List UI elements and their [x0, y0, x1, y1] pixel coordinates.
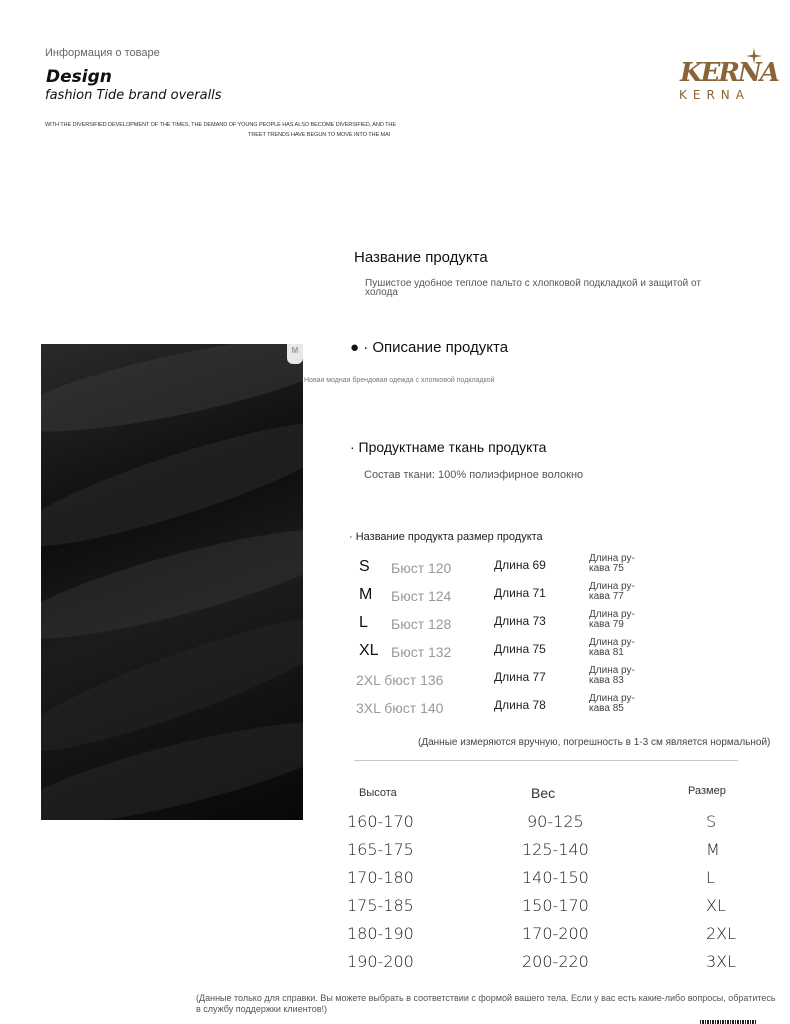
size-cell: 2XL: [706, 924, 737, 943]
length-value: Длина 78: [494, 698, 546, 712]
sleeve-value: Длина ру-кава 81: [589, 637, 635, 658]
fabric-photo: [41, 344, 303, 820]
product-name-value: Пушистое удобное теплое пальто с хлопковой подкладкой и защитой от холода: [365, 278, 701, 298]
height-cell: 170-180: [347, 868, 414, 887]
height-cell: 165-175: [347, 840, 414, 859]
length-value: Длина 73: [494, 614, 546, 628]
size-cell: 3XL: [706, 952, 737, 971]
size-heading: · Название продукта размер продукта: [349, 531, 543, 543]
info-label: Информация о товаре: [45, 47, 160, 59]
length-value: Длина 75: [494, 642, 546, 656]
length-value: Длина 69: [494, 558, 546, 572]
footer-note: (Данные только для справки. Вы можете выбрать в соответствии с формой вашего тела. Если у вас есть какие-либо вопросы, обратитесь в службу поддержки клиентов!): [196, 993, 776, 1014]
size-cell: XL: [706, 896, 726, 915]
sleeve-value: Длина ру-кава 85: [589, 693, 635, 714]
weight-cell: 170-200: [522, 924, 589, 943]
length-value: Длина 71: [494, 586, 546, 600]
weight-header: Вес: [531, 785, 556, 801]
size-code: S: [359, 558, 370, 575]
measure-note: (Данные измеряются вручную, погрешность в 1-3 см является нормальной): [418, 737, 771, 748]
brand-logo: [676, 50, 776, 106]
size-cell: L: [706, 868, 715, 887]
product-name-heading: Название продукта: [354, 249, 488, 266]
sleeve-value: Длина ру-кава 83: [589, 665, 635, 686]
size-row: [355, 693, 655, 724]
logo-subtext: KERNA: [679, 88, 750, 102]
size-cell: M: [706, 840, 720, 859]
size-code: L: [359, 614, 368, 631]
bust-value: Бюст 124: [391, 588, 452, 604]
fabric-value: Состав ткани: 100% полиэфирное волокно: [364, 469, 584, 481]
weight-cell: 150-170: [522, 896, 589, 915]
length-value: Длина 77: [494, 670, 546, 684]
fabric-heading: · Продуктнаме ткань продукта: [350, 439, 547, 455]
logo-script: KERNA: [680, 58, 778, 88]
product-description-heading: ● · Описание продукта: [350, 339, 509, 356]
size-row: [355, 665, 655, 696]
tagline-line-1: WITH THE DIVERSIFIED DEVELOPMENT OF THE TIMES, THE DEMAND OF YOUNG PEOPLE HAS ALSO BECOME DIVERSIFIED, AND THE: [45, 122, 397, 128]
size-code: M: [359, 586, 373, 603]
sleeve-value: Длина ру-кава 77: [589, 581, 635, 602]
size-cell: S: [706, 812, 717, 831]
subtitle: fashion Tide brand overalls: [45, 88, 222, 103]
design-title: Design: [46, 67, 112, 87]
height-cell: 160-170: [347, 812, 414, 831]
height-cell: 180-190: [347, 924, 414, 943]
size-row: [355, 637, 655, 668]
bust-value: 2XL бюст 136: [356, 672, 444, 688]
bust-value: Бюст 128: [391, 616, 452, 632]
height-cell: 175-185: [347, 896, 414, 915]
height-header: Высота: [359, 787, 397, 799]
size-row: [355, 609, 655, 640]
weight-cell: 140-150: [522, 868, 589, 887]
tagline-line-2: TREET TRENDS HAVE BEGUN TO MOVE INTO THE MAI: [248, 132, 391, 138]
size-header: Размер: [688, 785, 726, 797]
weight-cell: 125-140: [522, 840, 589, 859]
barcode: [700, 1020, 756, 1024]
size-row: [355, 581, 655, 612]
bust-value: Бюст 132: [391, 644, 452, 660]
weight-cell: 90-125: [527, 812, 584, 831]
divider: [354, 760, 738, 761]
height-cell: 190-200: [347, 952, 414, 971]
size-code: XL: [359, 642, 379, 659]
bust-value: Бюст 120: [391, 560, 452, 576]
size-tag: M: [287, 344, 303, 364]
bust-value: 3XL бюст 140: [356, 700, 444, 716]
weight-cell: 200-220: [522, 952, 589, 971]
size-row: [355, 553, 655, 584]
sleeve-value: Длина ру-кава 79: [589, 609, 635, 630]
sleeve-value: Длина ру-кава 75: [589, 553, 635, 574]
product-description-value: Новая модная брендовая одежда с хлопковой подкладкой: [304, 377, 495, 384]
